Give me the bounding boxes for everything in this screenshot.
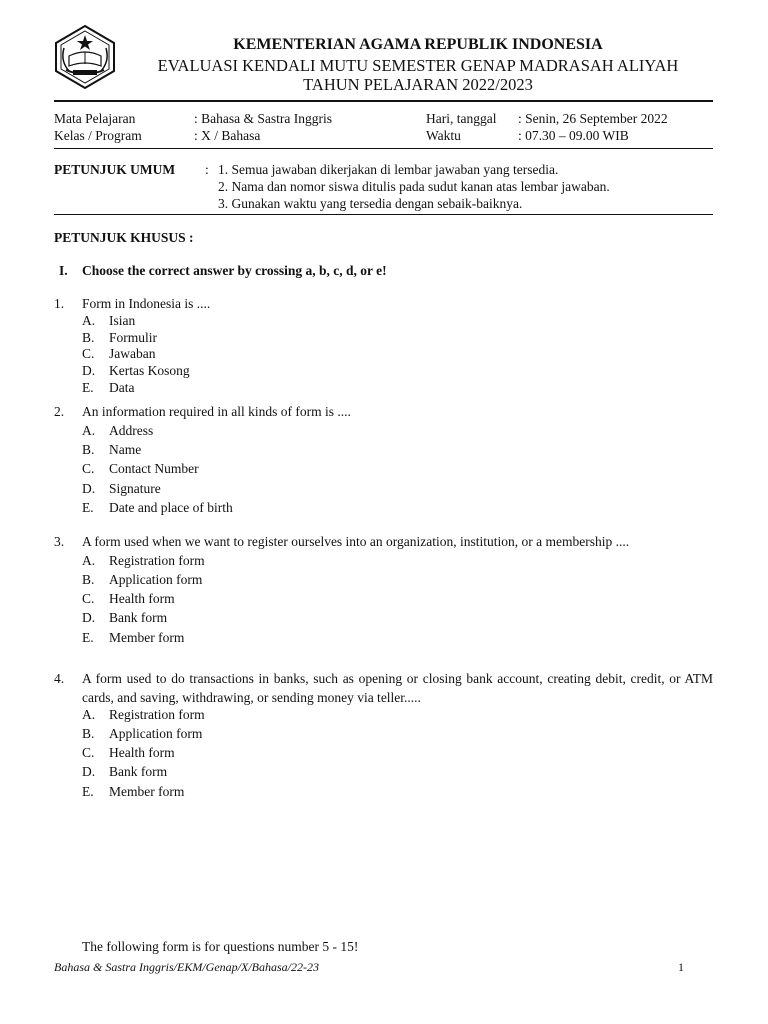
question-number: 4.	[54, 671, 65, 686]
option-4b: B. Application form	[82, 726, 203, 741]
header-divider	[54, 100, 713, 102]
option-2c: C. Contact Number	[82, 461, 199, 476]
header-line-1: KEMENTERIAN AGAMA REPUBLIK INDONESIA	[233, 36, 603, 53]
option-1d: D. Kertas Kosong	[82, 363, 190, 378]
option-1a: A. Isian	[82, 313, 136, 328]
option-1c: C. Jawaban	[82, 346, 156, 361]
option-1b: B. Formulir	[82, 330, 158, 345]
option-3c: C. Health form	[82, 591, 175, 606]
option-2b: B. Name	[82, 442, 142, 457]
header-line-2: EVALUASI KENDALI MUTU SEMESTER GENAP MADRASAH ALIYAH	[157, 56, 679, 75]
question-number: 1.	[54, 296, 65, 311]
general-instructions-sep: :	[205, 162, 209, 177]
option-3b: B. Application form	[82, 572, 203, 587]
page-number: 1	[678, 960, 684, 974]
section-numeral: I.	[59, 263, 68, 278]
form-questions-note: The following form is for questions number 5 - 15!	[82, 939, 359, 954]
special-instructions-label: PETUNJUK KHUSUS :	[54, 230, 194, 245]
option-4c: C. Health form	[82, 745, 175, 760]
section-instruction: Choose the correct answer by crossing a, b, c, d, or e!	[82, 263, 387, 278]
footer-code: Bahasa & Sastra Inggris/EKM/Genap/X/Bahasa/22-23	[54, 960, 319, 974]
day-label: Hari, tanggal	[426, 111, 497, 126]
class-value: : X / Bahasa	[194, 128, 261, 143]
class-label: Kelas / Program	[54, 128, 142, 143]
option-1e: E. Data	[82, 380, 135, 395]
option-3d: D. Bank form	[82, 610, 168, 625]
question-1	[54, 295, 713, 312]
question-number: 2.	[54, 404, 65, 419]
question-2	[54, 403, 713, 420]
option-3e: E. Member form	[82, 630, 185, 645]
subject-label: Mata Pelajaran	[54, 111, 136, 126]
option-4a: A. Registration form	[82, 707, 205, 722]
subject-value: : Bahasa & Sastra Inggris	[194, 111, 332, 126]
general-instructions-label: PETUNJUK UMUM	[54, 162, 176, 177]
kemenag-emblem-icon	[52, 24, 118, 90]
info-divider	[54, 148, 713, 149]
instructions-divider	[54, 214, 713, 215]
question-4	[54, 669, 713, 707]
header-line-3: TAHUN PELAJARAN 2022/2023	[303, 75, 533, 94]
question-text: A form used when we want to register ourselves into an organization, institution, or a membership ....	[82, 534, 630, 549]
question-text: A form used to do transactions in banks, such as opening or closing bank account, creating debit, credit, or ATM cards, and saving, withdrawing, or sending money via teller.....	[82, 671, 713, 705]
question-text: Form in Indonesia is ....	[82, 296, 211, 311]
general-instruction-2: 2. Nama dan nomor siswa ditulis pada sudut kanan atas lembar jawaban.	[218, 179, 610, 194]
question-number: 3.	[54, 534, 65, 549]
option-4d: D. Bank form	[82, 764, 168, 779]
option-2d: D. Signature	[82, 481, 161, 496]
general-instruction-3: 3. Gunakan waktu yang tersedia dengan sebaik-baiknya.	[218, 196, 523, 211]
time-value: : 07.30 – 09.00 WIB	[518, 128, 629, 143]
option-2e: E. Date and place of birth	[82, 500, 233, 515]
general-instruction-1: 1. Semua jawaban dikerjakan di lembar jawaban yang tersedia.	[218, 162, 559, 177]
option-3a: A. Registration form	[82, 553, 205, 568]
option-4e: E. Member form	[82, 784, 185, 799]
question-3	[54, 533, 713, 550]
day-value: : Senin, 26 September 2022	[518, 111, 668, 126]
question-text: An information required in all kinds of form is ....	[82, 404, 351, 419]
option-2a: A. Address	[82, 423, 154, 438]
time-label: Waktu	[426, 128, 461, 143]
